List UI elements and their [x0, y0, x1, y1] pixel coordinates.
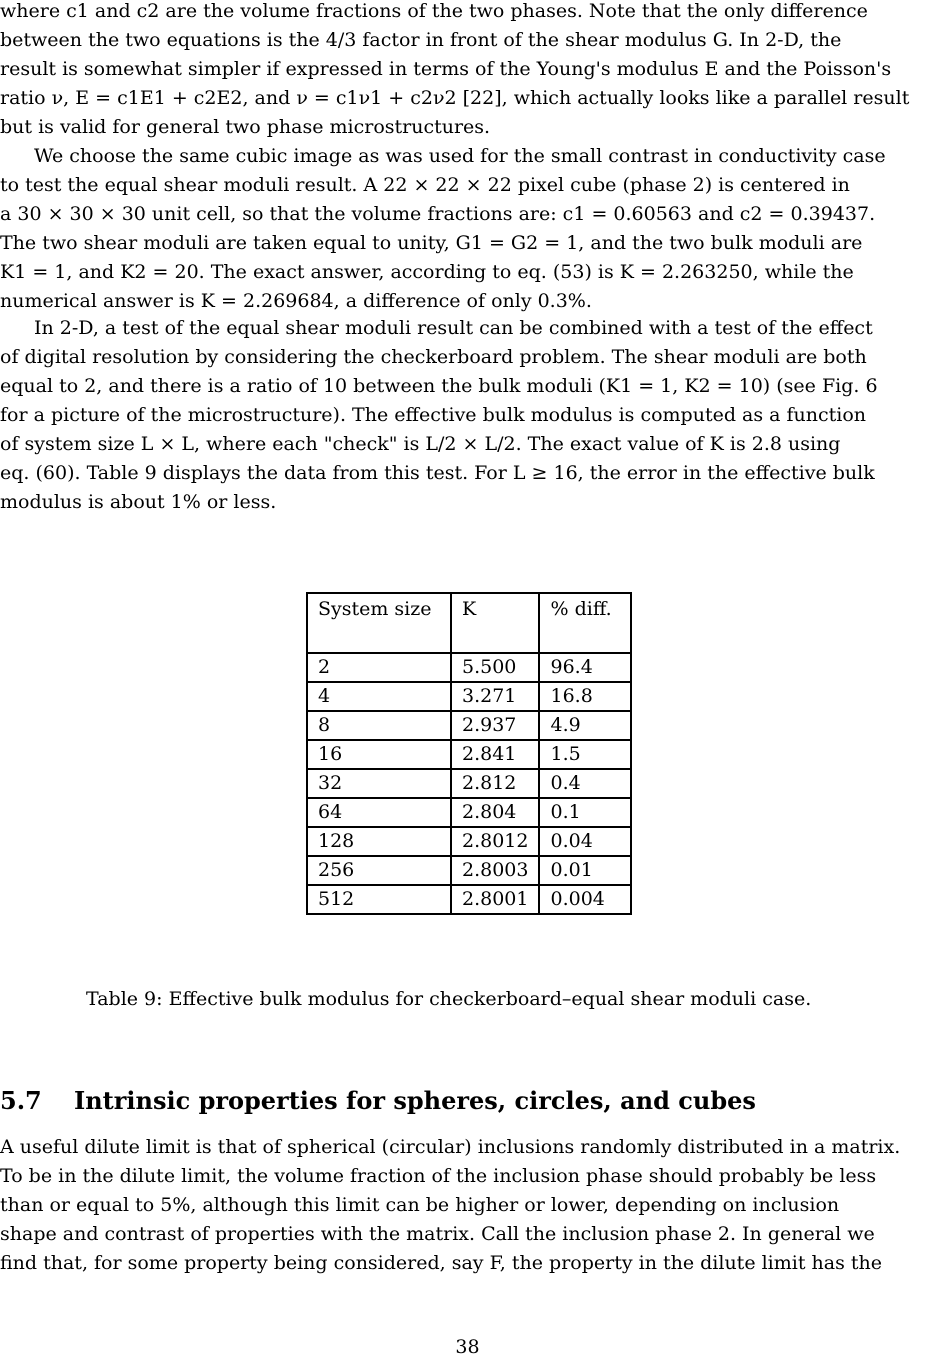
cell-system-size: 128	[307, 827, 451, 856]
text-line: find that, for some property being considered, say F, the property in the dilute limit has the	[0, 1252, 882, 1274]
cell-k: 5.500	[451, 653, 539, 682]
text-line: K1 = 1, and K2 = 20. The exact answer, according to eq. (53) is K = 2.263250, while the	[0, 261, 854, 283]
page-number: 38	[455, 1336, 480, 1358]
table-row	[307, 885, 631, 914]
text-line: of system size L × L, where each "check" is L/2 × L/2. The exact value of K is 2.8 using	[0, 433, 841, 455]
section-title: Intrinsic properties for spheres, circles, and cubes	[74, 1086, 756, 1115]
table-row	[307, 682, 631, 711]
cell-percent-diff: 0.04	[539, 827, 631, 856]
cell-system-size: 512	[307, 885, 451, 914]
cell-percent-diff: 96.4	[539, 653, 631, 682]
table-row	[307, 827, 631, 856]
header-percent-diff: % diff.	[539, 593, 631, 653]
cell-system-size: 4	[307, 682, 451, 711]
cell-percent-diff: 0.01	[539, 856, 631, 885]
cell-k: 2.8003	[451, 856, 539, 885]
text-line: where c1 and c2 are the volume fractions of the two phases. Note that the only difference	[0, 0, 868, 22]
cell-system-size: 64	[307, 798, 451, 827]
cell-percent-diff: 4.9	[539, 711, 631, 740]
cell-percent-diff: 0.004	[539, 885, 631, 914]
text-line: than or equal to 5%, although this limit can be higher or lower, depending on inclusion	[0, 1194, 840, 1216]
header-system-size: System size	[307, 593, 451, 653]
table-caption: Table 9: Effective bulk modulus for checkerboard–equal shear moduli case.	[86, 988, 812, 1010]
text-line: a 30 × 30 × 30 unit cell, so that the volume fractions are: c1 = 0.60563 and c2 = 0.39437.	[0, 203, 876, 225]
text-line: In 2-D, a test of the equal shear moduli result can be combined with a test of the effect	[34, 317, 873, 339]
cell-system-size: 16	[307, 740, 451, 769]
cell-percent-diff: 0.4	[539, 769, 631, 798]
text-line: result is somewhat simpler if expressed in terms of the Young's modulus E and the Poisson's	[0, 58, 892, 80]
text-line: between the two equations is the 4/3 factor in front of the shear modulus G. In 2-D, the	[0, 29, 842, 51]
text-line: modulus is about 1% or less.	[0, 491, 277, 513]
table-header-row	[307, 593, 631, 653]
cell-system-size: 2	[307, 653, 451, 682]
text-line: for a picture of the microstructure). The effective bulk modulus is computed as a function	[0, 404, 867, 426]
paragraph-1	[0, 0, 935, 142]
text-line: equal to 2, and there is a ratio of 10 between the bulk moduli (K1 = 1, K2 = 10) (see Fig. 6	[0, 375, 878, 397]
cell-system-size: 256	[307, 856, 451, 885]
text-line: of digital resolution by considering the checkerboard problem. The shear moduli are both	[0, 346, 867, 368]
table-row	[307, 740, 631, 769]
table-row	[307, 653, 631, 682]
cell-k: 2.8012	[451, 827, 539, 856]
text-line: A useful dilute limit is that of spherical (circular) inclusions randomly distributed in a matrix.	[0, 1136, 901, 1158]
cell-k: 2.937	[451, 711, 539, 740]
paragraph-2	[0, 142, 935, 316]
text-line: The two shear moduli are taken equal to unity, G1 = G2 = 1, and the two bulk moduli are	[0, 232, 863, 254]
cell-system-size: 8	[307, 711, 451, 740]
text-line: numerical answer is K = 2.269684, a difference of only 0.3%.	[0, 290, 592, 312]
section-number: 5.7	[0, 1086, 42, 1115]
table-row	[307, 711, 631, 740]
paragraph-4	[0, 1133, 935, 1278]
cell-k: 2.8001	[451, 885, 539, 914]
text-line: We choose the same cubic image as was used for the small contrast in conductivity case	[34, 145, 886, 167]
header-k: K	[451, 593, 539, 653]
table-row	[307, 769, 631, 798]
cell-percent-diff: 1.5	[539, 740, 631, 769]
table-row	[307, 798, 631, 827]
text-line: but is valid for general two phase microstructures.	[0, 116, 491, 138]
cell-percent-diff: 16.8	[539, 682, 631, 711]
section-heading	[0, 1086, 756, 1115]
paragraph-3	[0, 314, 935, 517]
cell-k: 2.812	[451, 769, 539, 798]
text-line: ratio ν, E = c1E1 + c2E2, and ν = c1ν1 + c2ν2 [22], which actually looks like a parallel result	[0, 87, 910, 109]
cell-k: 2.804	[451, 798, 539, 827]
cell-percent-diff: 0.1	[539, 798, 631, 827]
cell-system-size: 32	[307, 769, 451, 798]
text-line: to test the equal shear moduli result. A 22 × 22 × 22 pixel cube (phase 2) is centered in	[0, 174, 850, 196]
bulk-modulus-table	[306, 592, 632, 915]
text-line: eq. (60). Table 9 displays the data from this test. For L ≥ 16, the error in the effective bulk	[0, 462, 875, 484]
table-row	[307, 856, 631, 885]
cell-k: 2.841	[451, 740, 539, 769]
cell-k: 3.271	[451, 682, 539, 711]
text-line: To be in the dilute limit, the volume fraction of the inclusion phase should probably be less	[0, 1165, 877, 1187]
text-line: shape and contrast of properties with the matrix. Call the inclusion phase 2. In general we	[0, 1223, 875, 1245]
